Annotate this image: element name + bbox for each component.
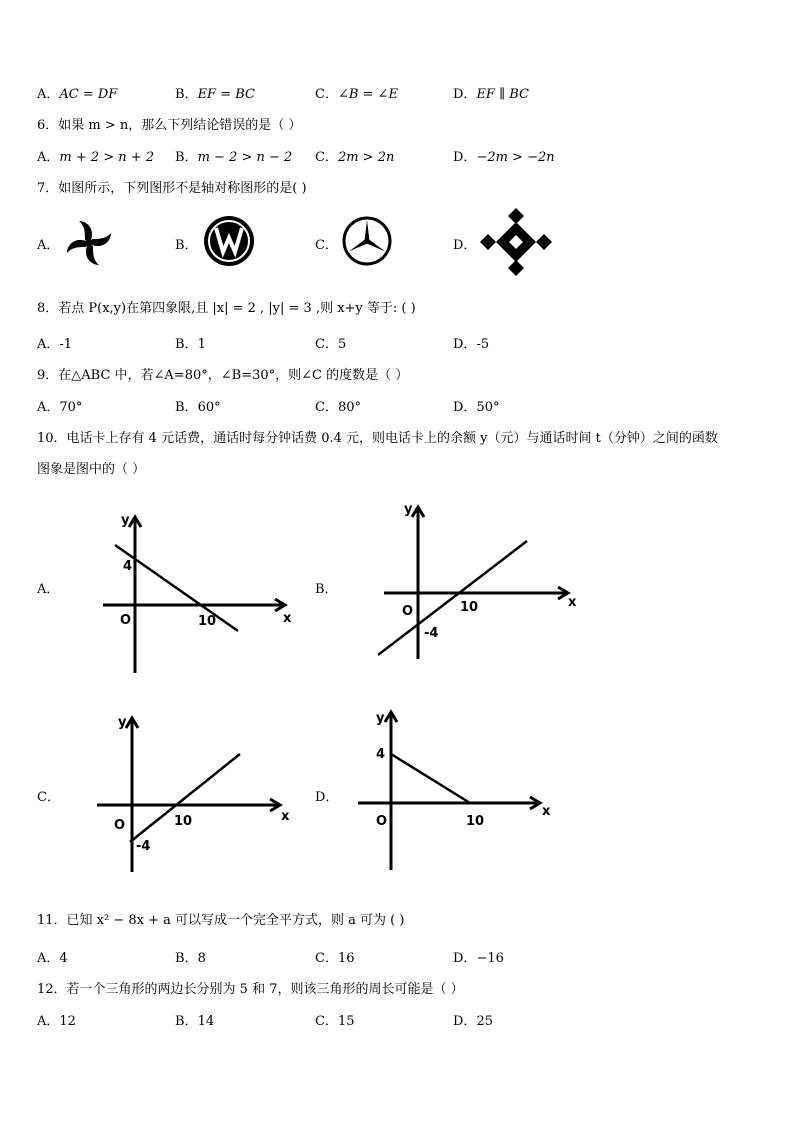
y-label: y: [404, 502, 413, 517]
intercept-label: 4: [376, 747, 386, 762]
q6-option-a: A．m + 2 > n + 2: [37, 150, 155, 165]
y-label: y: [121, 513, 130, 528]
q7-option-c-letter: C．: [315, 238, 338, 253]
q11-option-a: A．4: [37, 951, 68, 966]
q9-option-b: B．60°: [175, 400, 221, 415]
y-label: y: [376, 711, 385, 726]
intercept-label: -4: [136, 839, 151, 854]
function-line: [378, 541, 527, 655]
function-line: [391, 754, 470, 803]
q8-option-a: A．-1: [37, 337, 73, 352]
origin-label: O: [376, 814, 388, 829]
q8-option-c: C．5: [315, 337, 347, 352]
mercedes-logo-icon: [340, 214, 394, 268]
q6-stem: 6．如果 m > n，那么下列结论错误的是（ ）: [37, 118, 302, 133]
x-label: x: [283, 611, 292, 626]
q10-graph-b-letter: B．: [315, 582, 338, 597]
q10-graph-a-letter: A．: [37, 582, 60, 597]
function-line: [115, 545, 238, 631]
q5-option-c: C．∠B = ∠E: [315, 87, 398, 102]
q11-stem: 11．已知 x² − 8x + a 可以写成一个完全平方式，则 a 可为 ( ): [37, 913, 405, 928]
pinwheel-icon: [62, 216, 116, 270]
q10-stem-line2: 图象是图中的（ ）: [37, 462, 146, 477]
q9-option-c: C．80°: [315, 400, 361, 415]
q12-option-d: D．25: [453, 1014, 493, 1029]
q11-option-b: B．8: [175, 951, 206, 966]
q9-option-a: A．70°: [37, 400, 83, 415]
origin-label: O: [402, 604, 414, 619]
root-label: 10: [198, 614, 217, 629]
q6-option-c: C．2m > 2n: [315, 150, 395, 165]
q10-graph-d-letter: D．: [315, 790, 339, 805]
vw-logo-icon: [202, 214, 256, 268]
q11-option-c: C．16: [315, 951, 355, 966]
q6-option-b: B．m − 2 > n − 2: [175, 150, 293, 165]
q5-option-d: D．EF ∥ BC: [453, 87, 529, 102]
q10-graph-c-letter: C．: [37, 790, 60, 805]
x-label: x: [542, 804, 551, 819]
q10-graph-a: [95, 505, 305, 675]
q12-option-c: C．15: [315, 1014, 355, 1029]
root-label: 10: [174, 814, 193, 829]
origin-label: O: [114, 818, 126, 833]
q7-stem: 7．如图所示，下列图形不是轴对称图形的是( ): [37, 181, 307, 196]
q9-option-d: D．50°: [453, 400, 500, 415]
intercept-label: -4: [424, 626, 439, 641]
q11-option-d: D．−16: [453, 951, 504, 966]
diamond-cross-icon: [480, 208, 552, 276]
q9-stem: 9．在△ABC 中，若∠A=80°，∠B=30°，则∠C 的度数是（ ）: [37, 368, 409, 383]
q5-option-a: A．AC = DF: [37, 87, 118, 102]
q8-option-d: D．-5: [453, 337, 490, 352]
q5-option-b: B．EF = BC: [175, 87, 255, 102]
q10-graph-b: [372, 497, 587, 667]
q10-stem-line1: 10．电话卡上存有 4 元话费，通话时每分钟话费 0.4 元，则电话卡上的余额 y（元）与通话时间 t（分钟）之间的函数: [37, 431, 718, 446]
origin-label: O: [120, 613, 132, 628]
q12-stem: 12．若一个三角形的两边长分别为 5 和 7，则该三角形的周长可能是（ ）: [37, 982, 464, 997]
root-label: 10: [460, 600, 479, 615]
x-label: x: [281, 809, 290, 824]
intercept-label: 4: [123, 559, 133, 574]
q8-stem: 8．若点 P(x,y)在第四象限,且 |x| = 2 , |y| = 3 ,则 x+y 等于: ( ): [37, 301, 416, 316]
y-label: y: [118, 715, 127, 730]
q12-option-a: A．12: [37, 1014, 76, 1029]
q10-graph-c: [92, 712, 304, 872]
q12-option-b: B．14: [175, 1014, 215, 1029]
q7-option-b-letter: B．: [175, 238, 198, 253]
q7-option-a-letter: A．: [37, 238, 60, 253]
q8-option-b: B．1: [175, 337, 206, 352]
root-label: 10: [466, 814, 485, 829]
q7-option-d-letter: D．: [453, 238, 477, 253]
x-label: x: [568, 595, 577, 610]
q6-option-d: D．−2m > −2n: [453, 150, 555, 165]
q10-graph-d: [352, 706, 562, 872]
